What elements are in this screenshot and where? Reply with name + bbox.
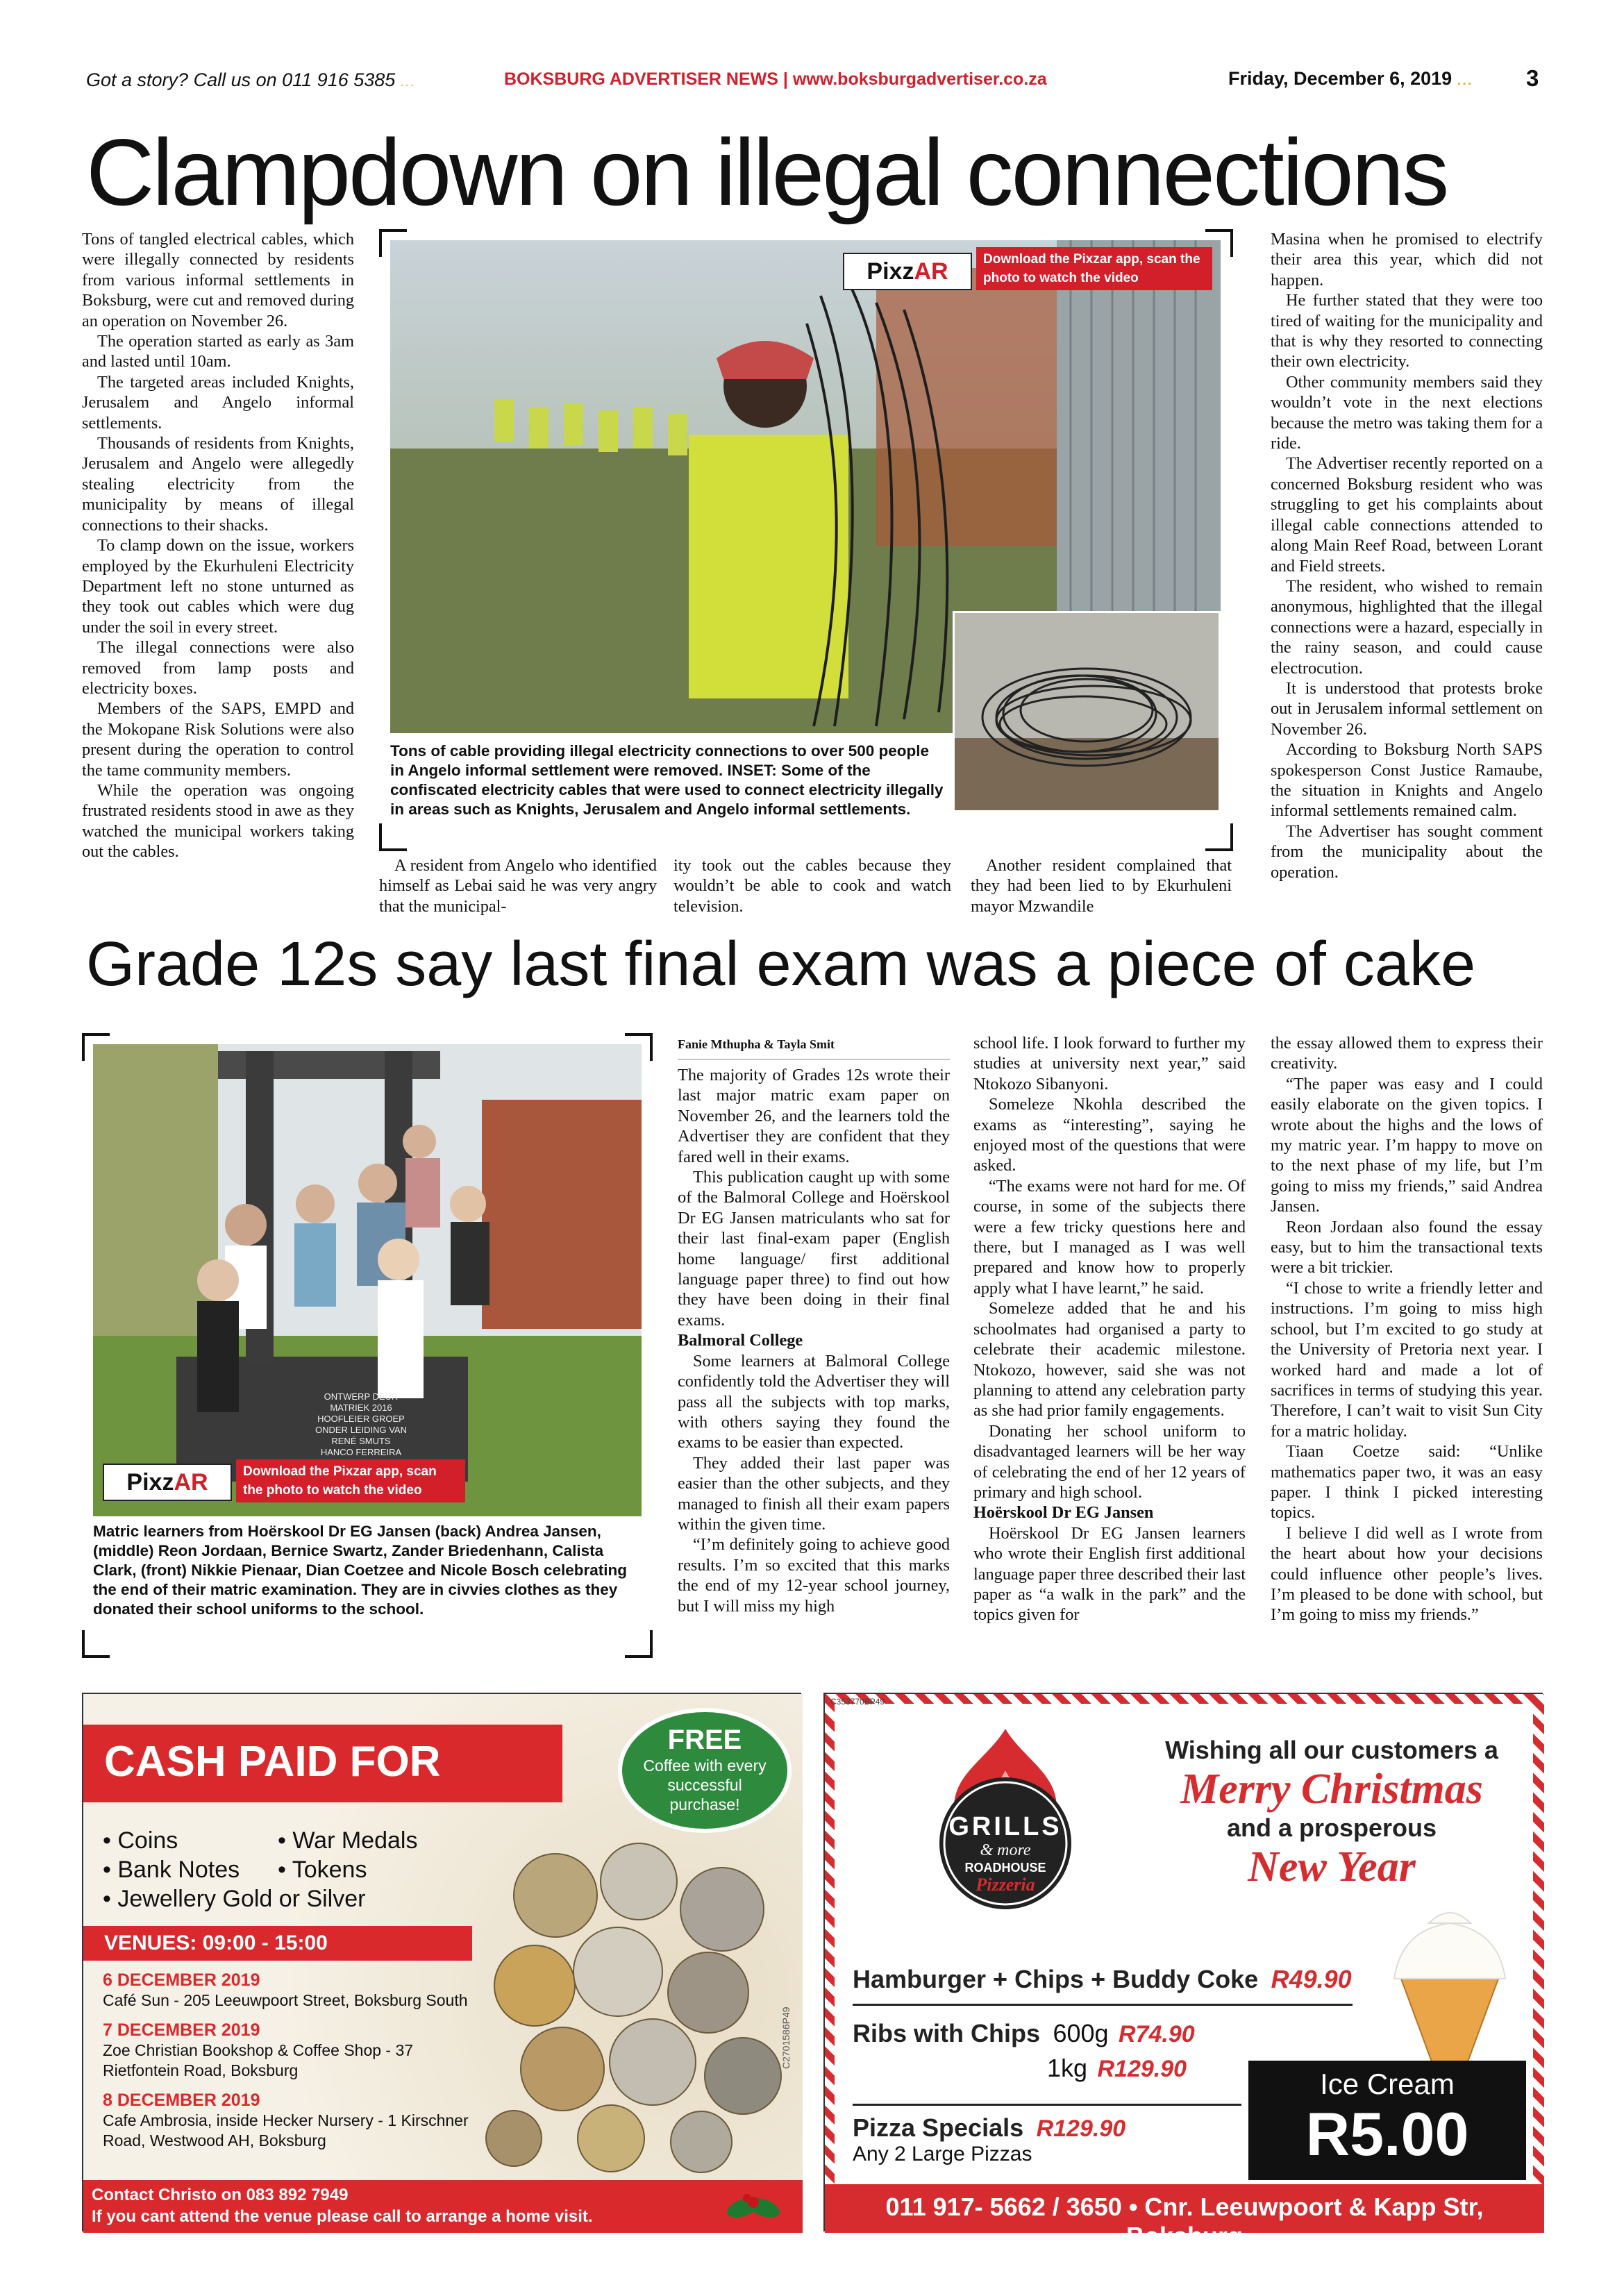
- inset-cables-photo: [953, 611, 1221, 812]
- issue-date: Friday, December 6, 2019 ...: [1228, 68, 1473, 89]
- story2-caption: Matric learners from Hoërskool Dr EG Jansen (back) Andrea Jansen, (middle) Reon Jordaan, Bernice Swartz, Zander Briedenhann, Calista Clark, (front) Nikkie Pienaar, Dian Coetzee and Nicole Bosch celebrating the end of their matric examination. They are in civvies clothes as they donated their school uniforms to the school.: [93, 1523, 627, 1618]
- free-coffee-badge: FREE Coffee with every successful purchase!: [618, 1708, 792, 1833]
- story2-column-1-text: [678, 1065, 950, 1616]
- article-paragraph: While the operation was ongoing frustrated residents stood in awe as they watched the municipal workers taking out the cables.: [82, 780, 354, 862]
- article-paragraph: Someleze added that he and his schoolmates had organised a party to celebrate their academic milestone. Ntokozo, however, said she was not planning to attend any celebration party as she had prior family engagements.: [973, 1299, 1246, 1421]
- article-paragraph: The operation started as early as 3am and lasted until 10am.: [82, 332, 354, 371]
- article-paragraph: Thousands of residents from Knights, Jerusalem and Angelo were allegedly stealing electricity from the municipality by means of illegal connections to their shacks.: [82, 434, 354, 535]
- coiled-cables-illustration: [955, 613, 1219, 810]
- cash-footer: Contact Christo on 083 892 7949 If you cant attend the venue please call to arrange a home visit.: [83, 2180, 803, 2233]
- article-paragraph: The targeted areas included Knights, Jerusalem and Angelo informal settlements.: [82, 372, 354, 433]
- article-paragraph: Other community members said they wouldn’t vote in the next elections because the metro was taking them for a ride.: [1271, 372, 1543, 453]
- cash-title: CASH PAID FOR: [83, 1725, 562, 1802]
- offer-ribs: Ribs with Chips 600g R74.90 1kg R129.90: [853, 2019, 1195, 2082]
- corner-bracket: [82, 1630, 110, 1658]
- article-paragraph: I believe I did well as I wrote from the heart about how your decisions could influence other people’s lives. I’m pleased to be done with school, but I’m going to miss my friends.”: [1271, 1523, 1543, 1625]
- article-paragraph: “I’m definitely going to achieve good results. I’m so excited that this marks the end of my 12-year school journey, but I will miss my high: [678, 1535, 950, 1616]
- byline: Fanie Mthupha & Tayla Smit: [678, 1037, 835, 1051]
- story-tip-line: Got a story? Call us on 011 916 5385 ...: [86, 69, 417, 90]
- offer-pizza: Pizza Specials R129.90 Any 2 Large Pizzas: [853, 2113, 1126, 2165]
- venues-banner: VENUES: 09:00 - 15:00: [83, 1926, 472, 1961]
- story1-column-2: A resident from Angelo who identified himself as Lebai said he was very angry that the municipal-: [379, 856, 657, 916]
- grills-logo: GRILLS & more ROADHOUSE Pizzeria: [908, 1722, 1103, 1916]
- ice-cream-price-box: Ice Cream R5.00: [1248, 2061, 1526, 2180]
- pixzar-logo: Pixz AR: [103, 1464, 232, 1501]
- offer-divider: [853, 2004, 1353, 2006]
- pixzar-instruction: Download the Pixzar app, scan the photo to watch the video: [236, 1459, 465, 1502]
- pixzar-logo: Pixz AR: [843, 253, 972, 290]
- corner-bracket: [1205, 823, 1233, 851]
- story2-photo-block: [82, 1033, 653, 1658]
- article-paragraph: The resident, who wished to remain anonymous, highlighted that the illegal connections were a hazard, especially in the rainy season, and could cause electrocution.: [1271, 576, 1543, 678]
- article-paragraph: Tons of tangled electrical cables, which were illegally connected by residents from various informal settlements in Boksburg, were cut and removed during an operation on November 26.: [82, 230, 354, 330]
- article-paragraph: Members of the SAPS, EMPD and the Mokopane Risk Solutions were also present during the operation to control the tame community members.: [82, 699, 354, 780]
- article-paragraph: Tiaan Coetze said: “Unlike mathematics paper two, it was an easy paper. I think I picked interesting topics.: [1271, 1442, 1543, 1523]
- venues-list: 6 DECEMBER 2019 Café Sun - 205 Leeuwpoort Street, Boksburg South 7 DECEMBER 2019 Zoe Christian Bookshop & Coffee Shop - 37 Rietfontein Road, Boksburg 8 DECEMBER 2019 Cafe Ambrosia, inside Hecker Nursery - 1 Kirschner Road, Westwood AH, Boksburg: [103, 1970, 469, 2150]
- corner-bracket: [625, 1630, 653, 1658]
- article-paragraph: Masina when he promised to electrify their area this year, which did not happen.: [1271, 230, 1543, 290]
- story1-photo-block: [379, 229, 1233, 851]
- page-number: 3: [1526, 65, 1539, 91]
- article-paragraph: “The paper was easy and I could easily elaborate on the given topics. I wrote about the highs and the lows of my matric year. I’m happy to move on to the next phase of my life, but I’m going to miss my friends,” said Andrea Jansen.: [1271, 1074, 1543, 1216]
- story1-column-4: Another resident complained that they had been lied to by Ekurhuleni mayor Mzwandile: [971, 856, 1232, 916]
- cash-paid-advert: [82, 1693, 801, 2231]
- publication-name: BOKSBURG ADVERTISER NEWS | www.boksburgadvertiser.co.za: [504, 69, 1047, 89]
- coins-illustration: [472, 1833, 798, 2173]
- article-paragraph: Hoërskool Dr EG Jansen learners who wrote their English first additional language paper three described their last paper as “a walk in the park” and the topics given for: [973, 1523, 1246, 1625]
- items-list-left: • Coins • Bank Notes • Jewellery Gold or Silver: [103, 1827, 366, 1912]
- matric-learners-photo: [93, 1044, 642, 1516]
- article-paragraph: According to Boksburg North SAPS spokesperson Const Justice Ramaube, the situation in Knights and Angelo informal settlements remained calm.: [1271, 740, 1543, 821]
- story1-column-3: ity took out the cables because they wouldn’t be able to cook and watch television.: [673, 856, 951, 916]
- headline-clampdown: Clampdown on illegal connections: [86, 119, 1448, 225]
- corner-bracket: [379, 823, 407, 851]
- article-paragraph: school life. I look forward to further my studies at university next year,” said Ntokozo Sibanyoni.: [973, 1034, 1246, 1093]
- article-paragraph: Some learners at Balmoral College confidently told the Advertiser they will pass all the subjects with top marks, with others saying they found the exams to be easier than expected.: [678, 1351, 950, 1452]
- grills-advert: [823, 1693, 1543, 2250]
- article-paragraph: The Advertiser recently reported on a concerned Boksburg resident who was struggling to get his complaints about illegal cable connections attended to along Main Reef Road, between Lorant and Field streets.: [1271, 454, 1543, 576]
- christmas-greeting: Wishing all our customers a Merry Christmas and a prosperous New Year: [1165, 1736, 1498, 1891]
- article-subheading: Hoërskool Dr EG Jansen: [973, 1503, 1154, 1523]
- headline-grade12: Grade 12s say last final exam was a piece of cake: [86, 930, 1476, 999]
- story1-column-1: [82, 229, 354, 862]
- article-paragraph: To clamp down on the issue, workers employed by the Ekurhuleni Electricity Department left no stone unturned as they took out cables which were dug under the soil in every street.: [82, 536, 354, 637]
- items-list-right: • War Medals • Tokens: [278, 1827, 418, 1883]
- article-paragraph: It is understood that protests broke out in Jerusalem informal settlement on November 26.: [1271, 678, 1543, 739]
- article-paragraph: the essay allowed them to express their creativity.: [1271, 1034, 1543, 1073]
- article-paragraph: The illegal connections were also removed from lamp posts and electricity boxes.: [82, 638, 354, 698]
- grills-footer: 011 917- 5662 / 3650 • Cnr. Leeuwpoort & Kapp Str, Boksburg: [825, 2184, 1544, 2233]
- article-paragraph: They added their last paper was easier than the other subjects, and they managed to finish all their exam papers within the given time.: [678, 1453, 950, 1534]
- advert-reference: C353770BP49: [830, 1697, 885, 1707]
- story1-column-5: [1271, 229, 1543, 882]
- story2-column-3: [1271, 1033, 1543, 1625]
- advert-reference: C2701586P49: [780, 2006, 792, 2069]
- story1-caption: Tons of cable providing illegal electricity connections to over 500 people in Angelo informal settlement were removed. INSET: Some of the confiscated electricity cables that were used to connect electricity illegally in areas such as Knights, Jerusalem and Angelo informal settlements.: [390, 742, 944, 818]
- article-paragraph: The Advertiser has sought comment from the municipality about the operation.: [1271, 821, 1543, 882]
- offer-burger: Hamburger + Chips + Buddy Coke R49.90: [853, 1965, 1352, 1993]
- article-paragraph: This publication caught up with some of the Balmoral College and Hoërskool Dr EG Jansen matriculants who sat for their last final-exam paper (English home language/ first additional language paper three) to find out how they have been doing in their final exams.: [678, 1168, 950, 1330]
- plaque: ONTWERP DEUR MATRIEK 2016 HOOFLEIER GROEP ONDER LEIDING VAN RENÉ SMUTS HANCO FERREIRA: [315, 1391, 407, 1457]
- article-paragraph: The majority of Grades 12s wrote their last major matric exam paper on November 26, and the learners told the Advertiser they are confident that they fared well in their exams.: [678, 1066, 950, 1166]
- pixzar-instruction: Download the Pixzar app, scan the photo to watch the video: [976, 247, 1212, 290]
- offer-divider: [853, 2104, 1241, 2106]
- article-subheading: Balmoral College: [678, 1331, 803, 1350]
- story2-column-1: [678, 1037, 950, 1616]
- article-paragraph: Reon Jordaan also found the essay easy, but to him the transactional texts were a bit trickier.: [1271, 1217, 1543, 1277]
- article-paragraph: “The exams were not hard for me. Of course, in some of the subjects there were a few tricky questions here and there, but I managed as I was well prepared and know how to properly apply what I have learnt,” he said.: [973, 1176, 1246, 1298]
- article-paragraph: “I chose to write a friendly letter and instructions. I’m going to miss high school, but I’m excited to go study at the University of Pretoria next year. I worked hard and made a lot of sacrifices in terms of studying this year. Therefore, I can’t wait to visit Sun City for a matric holiday.: [1271, 1278, 1543, 1441]
- story2-column-2: [973, 1033, 1246, 1625]
- article-paragraph: Someleze Nkohla described the exams as “interesting”, saying he enjoyed most of the questions that were asked.: [973, 1095, 1246, 1175]
- article-paragraph: Donating her school uniform to disadvantaged learners will be her way of celebrating the end of her 12 years of primary and high school.: [973, 1421, 1246, 1502]
- holly-icon: [722, 2180, 785, 2233]
- article-paragraph: He further stated that they were too tired of waiting for the municipality and that is why they resorted to connecting their own electricity.: [1271, 291, 1543, 371]
